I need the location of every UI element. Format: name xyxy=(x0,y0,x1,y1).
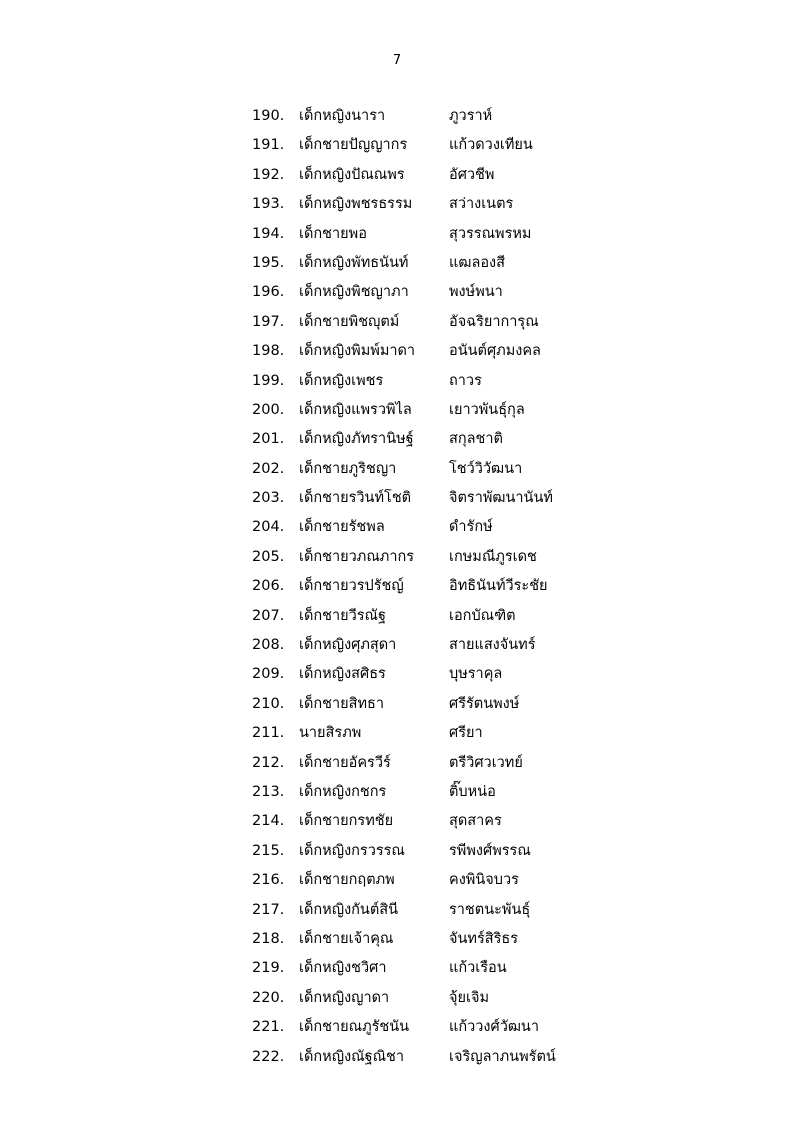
entry-first-name: เด็กหญิงแพรวพิไล xyxy=(299,401,412,418)
entry-number: 208. xyxy=(252,637,285,654)
entry-number: 197. xyxy=(252,313,285,330)
entry-first-name: เด็กชายวีรณัฐ xyxy=(299,607,387,624)
entry-number: 195. xyxy=(252,254,285,271)
entry-first-name: เด็กหญิงพิชญาภา xyxy=(299,284,409,301)
entry-last-name: อัจฉริยาการุณ xyxy=(449,313,539,330)
entry-first-name: เด็กชายสิทธา xyxy=(299,695,385,712)
list-item xyxy=(0,868,794,897)
entry-number: 217. xyxy=(252,901,285,918)
list-item xyxy=(0,545,794,574)
list-item xyxy=(0,457,794,486)
page-number: 7 xyxy=(392,53,402,68)
entry-last-name: แฒลองสี xyxy=(449,254,505,271)
entry-last-name: คงพินิจบวร xyxy=(449,872,519,889)
entry-number: 200. xyxy=(252,401,285,418)
list-item xyxy=(0,515,794,544)
list-item xyxy=(0,192,794,221)
list-item xyxy=(0,839,794,868)
entry-first-name: เด็กหญิงชวิศา xyxy=(299,960,387,977)
entry-last-name: ติ๊บหน่อ xyxy=(449,783,496,800)
list-item xyxy=(0,1045,794,1074)
list-item xyxy=(0,956,794,985)
entry-first-name: เด็กชายรวินท์โชติ xyxy=(299,490,412,507)
entry-first-name: เด็กชายพอ xyxy=(299,225,367,242)
entry-first-name: เด็กหญิงภัทรานิษฐ์ xyxy=(299,431,414,448)
entry-first-name: เด็กชายพิชญุตม์ xyxy=(299,313,400,330)
list-item xyxy=(0,104,794,133)
entry-last-name: สายแสงจันทร์ xyxy=(449,637,536,654)
entry-last-name: เจริญลาภนพรัตน์ xyxy=(449,1048,556,1065)
list-item xyxy=(0,574,794,603)
entry-first-name: เด็กหญิงพชรธรรม xyxy=(299,196,413,213)
list-item xyxy=(0,927,794,956)
list-item xyxy=(0,369,794,398)
entry-number: 190. xyxy=(252,108,285,124)
entry-last-name: ราชตนะพันธุ์ xyxy=(449,901,531,918)
list-item xyxy=(0,133,794,162)
entry-first-name: เด็กหญิงสศิธร xyxy=(299,666,386,683)
entry-last-name: บุษราคุล xyxy=(449,666,503,683)
entry-last-name: อิทธินันท์วีระชัย xyxy=(449,578,548,595)
list-item xyxy=(0,604,794,633)
entry-last-name: อัศวชีพ xyxy=(449,166,495,183)
entry-number: 193. xyxy=(252,196,285,213)
list-item xyxy=(0,1015,794,1044)
entry-first-name: เด็กชายกรทชัย xyxy=(299,813,394,830)
entry-number: 206. xyxy=(252,578,285,595)
entry-first-name: เด็กหญิงศุภสุดา xyxy=(299,637,397,654)
entry-first-name: เด็กชายภูริชญา xyxy=(299,460,397,477)
entry-last-name: จันทร์สิริธร xyxy=(449,930,519,947)
entry-first-name: เด็กชายกฤตภพ xyxy=(299,872,395,889)
entry-first-name: เด็กชายวภณภากร xyxy=(299,548,415,565)
entry-number: 194. xyxy=(252,225,285,242)
entry-number: 215. xyxy=(252,842,285,859)
entry-first-name: เด็กหญิงนารา xyxy=(299,108,386,124)
entry-last-name: สกุลชาติ xyxy=(449,431,503,448)
list-item xyxy=(0,780,794,809)
entry-last-name: ตรีวิศวเวทย์ xyxy=(449,754,523,771)
entry-first-name: เด็กชายรัชพล xyxy=(299,519,385,536)
list-item xyxy=(0,486,794,515)
list-item xyxy=(0,692,794,721)
list-item xyxy=(0,662,794,691)
entry-first-name: เด็กหญิงกรวรรณ xyxy=(299,842,405,859)
entry-number: 211. xyxy=(252,725,285,742)
entry-last-name: แก้วเรือน xyxy=(449,960,507,977)
entry-number: 202. xyxy=(252,460,285,477)
entry-first-name: เด็กหญิงพิมพ์มาดา xyxy=(299,343,416,360)
list-item xyxy=(0,809,794,838)
entry-last-name: จุ้ยเจิม xyxy=(449,989,490,1006)
list-item xyxy=(0,398,794,427)
entry-number: 213. xyxy=(252,783,285,800)
entry-first-name: เด็กหญิงกชกร xyxy=(299,783,387,800)
list-item xyxy=(0,163,794,192)
list-item xyxy=(0,751,794,780)
entry-number: 207. xyxy=(252,607,285,624)
entry-last-name: ดำรักษ์ xyxy=(449,519,493,536)
entry-number: 192. xyxy=(252,166,285,183)
entry-last-name: เกษมณีภูรเดช xyxy=(449,548,537,565)
list-item xyxy=(0,280,794,309)
entry-number: 218. xyxy=(252,930,285,947)
entry-first-name: เด็กชายเจ้าคุณ xyxy=(299,930,394,947)
list-item xyxy=(0,986,794,1015)
list-item xyxy=(0,310,794,339)
entry-number: 205. xyxy=(252,548,285,565)
list-item xyxy=(0,427,794,456)
entry-first-name: เด็กชายปัญญากร xyxy=(299,137,408,154)
entry-first-name: เด็กชายณภูรัชนัน xyxy=(299,1019,410,1036)
entry-first-name: เด็กหญิงณัฐณิชา xyxy=(299,1048,405,1065)
entry-first-name: เด็กชายวรปรัชญ์ xyxy=(299,578,404,595)
entry-last-name: สว่างเนตร xyxy=(449,196,514,213)
entry-number: 219. xyxy=(252,960,285,977)
entry-first-name: เด็กหญิงปัณณพร xyxy=(299,166,405,183)
entry-number: 214. xyxy=(252,813,285,830)
entry-last-name: สุดสาคร xyxy=(449,813,502,830)
entry-number: 212. xyxy=(252,754,285,771)
entry-number: 191. xyxy=(252,137,285,154)
entry-number: 196. xyxy=(252,284,285,301)
entry-last-name: รพีพงศ์พรรณ xyxy=(449,842,531,859)
entry-number: 198. xyxy=(252,343,285,360)
entry-last-name: ศรีรัตนพงษ์ xyxy=(449,695,520,712)
entry-last-name: จิตราพัฒนานันท์ xyxy=(449,490,553,507)
entry-last-name: แก้วดวงเทียน xyxy=(449,137,533,154)
list-item xyxy=(0,251,794,280)
entry-number: 199. xyxy=(252,372,285,389)
entry-first-name: เด็กหญิงเพชร xyxy=(299,372,384,389)
entry-last-name: ถาวร xyxy=(449,372,482,389)
list-item xyxy=(0,898,794,927)
entry-number: 220. xyxy=(252,989,285,1006)
list-item xyxy=(0,339,794,368)
entry-last-name: สุวรรณพรหม xyxy=(449,225,532,242)
entry-last-name: ศรียา xyxy=(449,725,483,742)
entry-number: 210. xyxy=(252,695,285,712)
entry-first-name: เด็กหญิงญาดา xyxy=(299,989,390,1006)
entry-last-name: พงษ์พนา xyxy=(449,284,503,301)
entry-number: 203. xyxy=(252,490,285,507)
entry-last-name: โชว์วิวัฒนา xyxy=(449,460,523,477)
list-item xyxy=(0,222,794,251)
name-list xyxy=(0,104,794,1074)
entry-number: 221. xyxy=(252,1019,285,1036)
entry-first-name: นายสิรภพ xyxy=(299,725,362,742)
entry-first-name: เด็กหญิงพัทธนันท์ xyxy=(299,254,409,271)
entry-number: 216. xyxy=(252,872,285,889)
entry-first-name: เด็กชายอัครวีร์ xyxy=(299,754,391,771)
entry-number: 209. xyxy=(252,666,285,683)
entry-last-name: ภูวราห์ xyxy=(449,108,493,124)
entry-last-name: แก้ววงศ์วัฒนา xyxy=(449,1019,539,1036)
entry-last-name: เยาวพันธุ์กุล xyxy=(449,401,525,418)
entry-last-name: เอกบัณฑิต xyxy=(449,607,516,624)
list-item xyxy=(0,633,794,662)
entry-last-name: อนันต์ศุภมงคล xyxy=(449,343,541,360)
entry-number: 201. xyxy=(252,431,285,448)
entry-number: 204. xyxy=(252,519,285,536)
entry-first-name: เด็กหญิงกันต์สินี xyxy=(299,901,399,918)
list-item xyxy=(0,721,794,750)
entry-number: 222. xyxy=(252,1048,285,1065)
